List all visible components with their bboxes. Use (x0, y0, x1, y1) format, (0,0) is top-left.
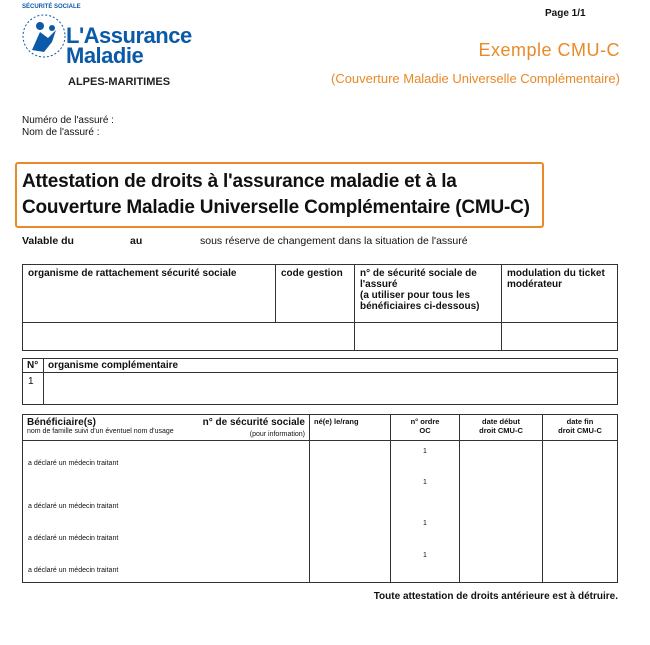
col-code-gestion: code gestion (276, 265, 355, 323)
cell-nss-value (355, 323, 502, 351)
cell-date-fin (543, 441, 618, 583)
medecin-traitant-1: a déclaré un médecin traitant (28, 460, 119, 467)
beneficiaries-list (23, 441, 310, 583)
complementary-table (22, 358, 618, 405)
ordre-value-2: 1 (423, 479, 427, 486)
col-no: N° (23, 359, 44, 373)
insured-name-label: Nom de l'assuré : (22, 127, 100, 138)
example-title: Exemple CMU-C (478, 40, 620, 60)
logo-region: ALPES-MARITIMES (68, 76, 171, 88)
col-ne-rang: né(e) le/rang (310, 415, 391, 441)
cell-modulation-value (502, 323, 618, 351)
col-modulation-ticket: modulation du ticket modérateur (502, 265, 618, 323)
page-number: Page 1/1 (545, 8, 586, 19)
col-ordre-oc: n° ordre OC (391, 415, 460, 441)
col-organisme-complementaire: organisme complémentaire (44, 359, 618, 373)
col-organisme-rattachement: organisme de rattachement sécurité sociale (23, 265, 276, 323)
document-title-line1: Attestation de droits à l'assurance maladie et à la (22, 171, 457, 192)
affiliation-table (22, 264, 618, 351)
cell-ordre-oc (391, 441, 460, 583)
ordre-value-4: 1 (423, 552, 427, 559)
medecin-traitant-4: a déclaré un médecin traitant (28, 567, 119, 574)
logo-small-text: SÉCURITÉ SOCIALE (22, 4, 81, 10)
cell-ne-rang (310, 441, 391, 583)
medecin-traitant-3: a déclaré un médecin traitant (28, 535, 119, 542)
col-nss-assure: n° de sécurité sociale de l'assuré (a utiliser pour tous les bénéficiaires ci-dessous) (355, 265, 502, 323)
col-date-debut: date début droit CMU-C (460, 415, 543, 441)
nss-sublabel: (pour information) (249, 431, 305, 438)
insured-number-label: Numéro de l'assuré : (22, 115, 114, 126)
beneficiaires-label: Bénéficiaire(s) (27, 417, 96, 428)
cell-organisme-complementaire (44, 373, 618, 405)
beneficiaries-table (22, 414, 618, 583)
cell-organisme-value (23, 323, 355, 351)
cell-date-debut (460, 441, 543, 583)
nss-label: n° de sécurité sociale (202, 417, 305, 428)
document-title-line2: Couverture Maladie Universelle Complémentaire (CMU-C) (22, 197, 530, 218)
ordre-value-3: 1 (423, 520, 427, 527)
logo-line1: L'Assurance (66, 23, 192, 48)
ordre-value-1: 1 (423, 448, 427, 455)
logo-line2: Maladie (66, 43, 144, 68)
assurance-maladie-logo-icon (20, 12, 68, 60)
example-subtitle: (Couverture Maladie Universelle Complémentaire) (330, 71, 620, 86)
footer-note: Toute attestation de droits antérieure est à détruire. (373, 591, 618, 602)
au-label: au (130, 235, 143, 247)
reserve-text: sous réserve de changement dans la situation de l'assuré (200, 235, 468, 247)
beneficiaires-sublabel: nom de famille suivi d'un éventuel nom d'usage (27, 428, 174, 435)
row-number: 1 (23, 373, 44, 405)
col-beneficiaires (23, 415, 310, 441)
col-date-fin: date fin droit CMU-C (543, 415, 618, 441)
medecin-traitant-2: a déclaré un médecin traitant (28, 503, 119, 510)
valable-du-label: Valable du (22, 235, 74, 247)
